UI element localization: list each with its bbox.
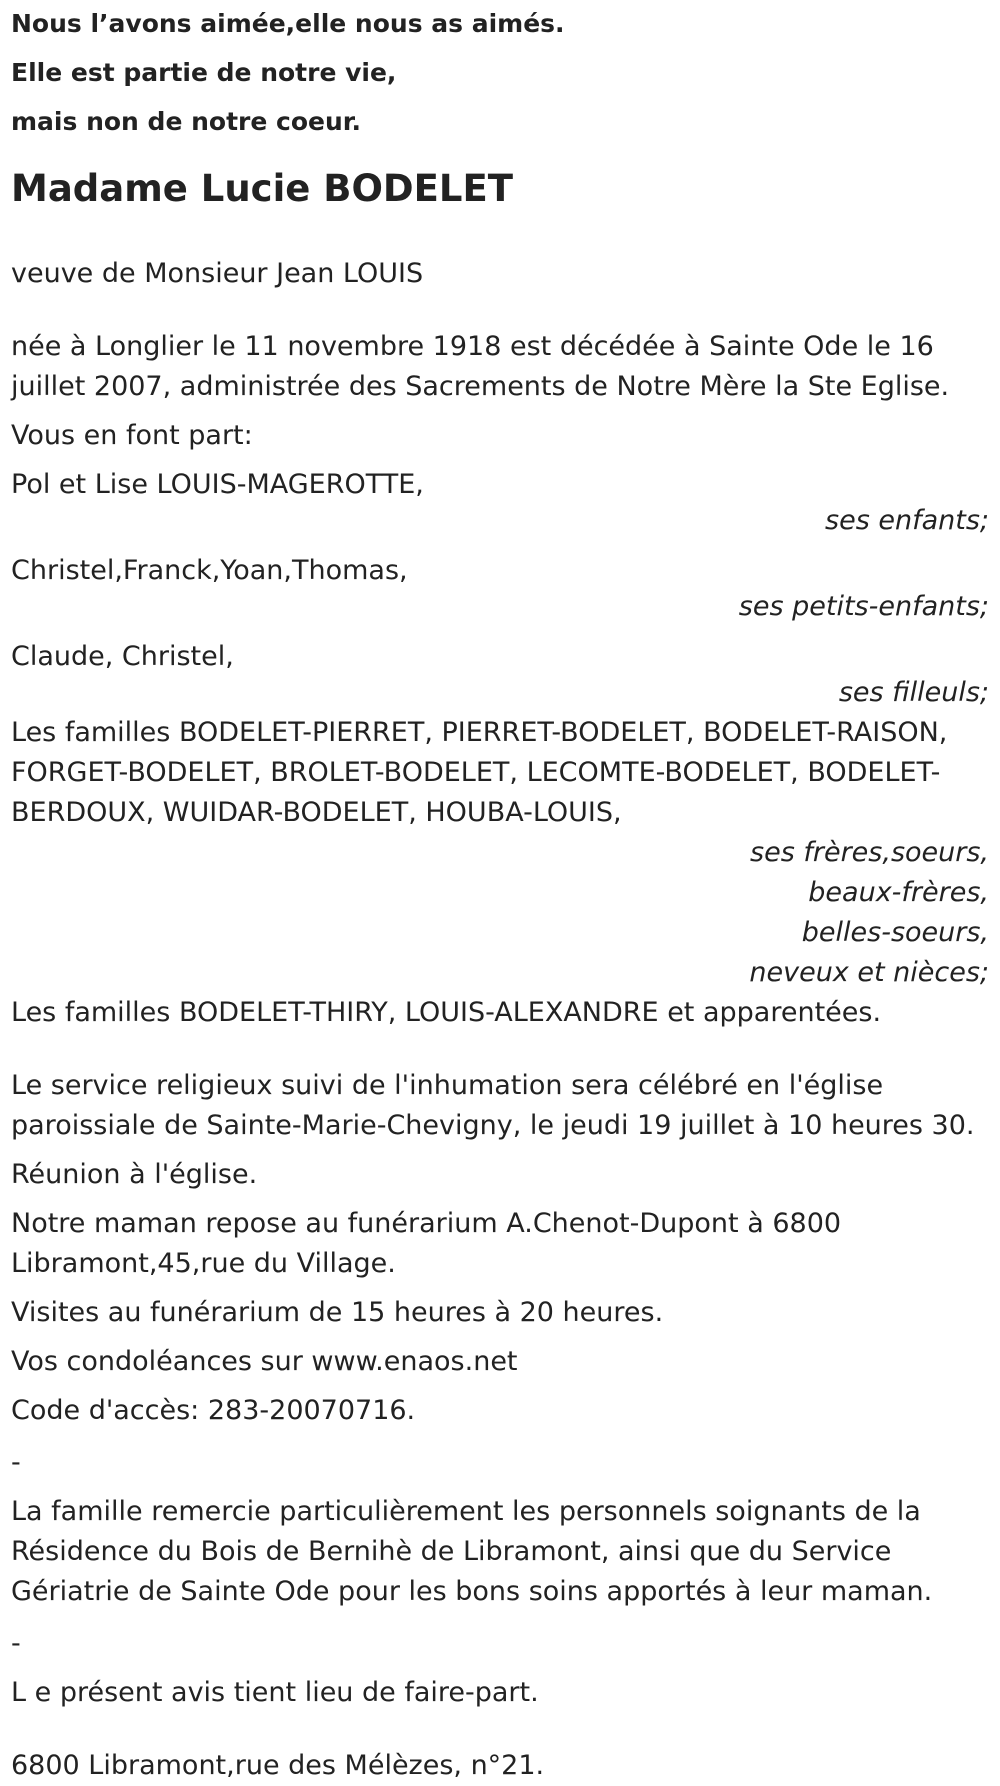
thanks-text: La famille remercie particulièrement les personnels soignants de la Résidence du Bois de Bernihè de Libramont, ainsi que du Service Gériatrie de Sainte Ode pour les bons soins apportés à leur maman.	[11, 1496, 933, 1607]
separator-dash: -	[11, 1447, 21, 1478]
intro-line: Elle est partie de notre vie,	[11, 58, 397, 87]
notice-text: L e présent avis tient lieu de faire-part.	[11, 1677, 539, 1708]
obituary-page	[0, 6, 1000, 1781]
family-relation: ses enfants;	[825, 505, 989, 536]
service-text: Le service religieux suivi de l'inhumation sera célébré en l'église paroissiale de Sainte-Marie-Chevigny, le jeudi 19 juillet à 10 heures 30.	[11, 1070, 975, 1141]
deceased-name: Madame Lucie BODELET	[11, 167, 514, 210]
intro-line: Nous l’avons aimée,elle nous as aimés.	[11, 9, 565, 38]
rest-text: Notre maman repose au funérarium A.Chenot-Dupont à 6800 Libramont,45,rue du Village.	[11, 1208, 842, 1279]
announce-text: Vous en font part:	[11, 420, 253, 451]
other-families: Les familles BODELET-THIRY, LOUIS-ALEXANDRE et apparentées.	[11, 997, 882, 1028]
access-code-text: Code d'accès: 283-20070716.	[11, 1395, 416, 1426]
family-names: Christel,Franck,Yoan,Thomas,	[11, 555, 408, 586]
address-text: 6800 Libramont,rue des Mélèzes, n°21.	[11, 1750, 545, 1781]
family-names: Les familles BODELET-PIERRET, PIERRET-BODELET, BODELET-RAISON, FORGET-BODELET, BROLET-BODELET, LECOMTE-BODELET, BODELET-BERDOUX, WUIDAR-BODELET, HOUBA-LOUIS,	[11, 717, 948, 828]
family-relation: ses petits-enfants;	[738, 591, 989, 622]
visits-text: Visites au funérarium de 15 heures à 20 heures.	[11, 1297, 664, 1328]
family-relation: ses frères,soeurs, beaux-frères, belles-soeurs, neveux et nièces;	[749, 837, 989, 988]
widow-of: veuve de Monsieur Jean LOUIS	[11, 258, 424, 289]
birth-death-text: née à Longlier le 11 novembre 1918 est décédée à Sainte Ode le 16 juillet 2007, administrée des Sacrements de Notre Mère la Ste Eglise.	[11, 331, 950, 402]
family-names: Claude, Christel,	[11, 641, 234, 672]
obituary-content	[11, 6, 989, 1786]
family-names: Pol et Lise LOUIS-MAGEROTTE,	[11, 469, 424, 500]
family-relation: ses filleuls;	[838, 677, 989, 708]
intro-line: mais non de notre coeur.	[11, 107, 362, 136]
meeting-text: Réunion à l'église.	[11, 1159, 258, 1190]
condolences-text: Vos condoléances sur www.enaos.net	[11, 1346, 518, 1377]
separator-dash: -	[11, 1628, 21, 1659]
